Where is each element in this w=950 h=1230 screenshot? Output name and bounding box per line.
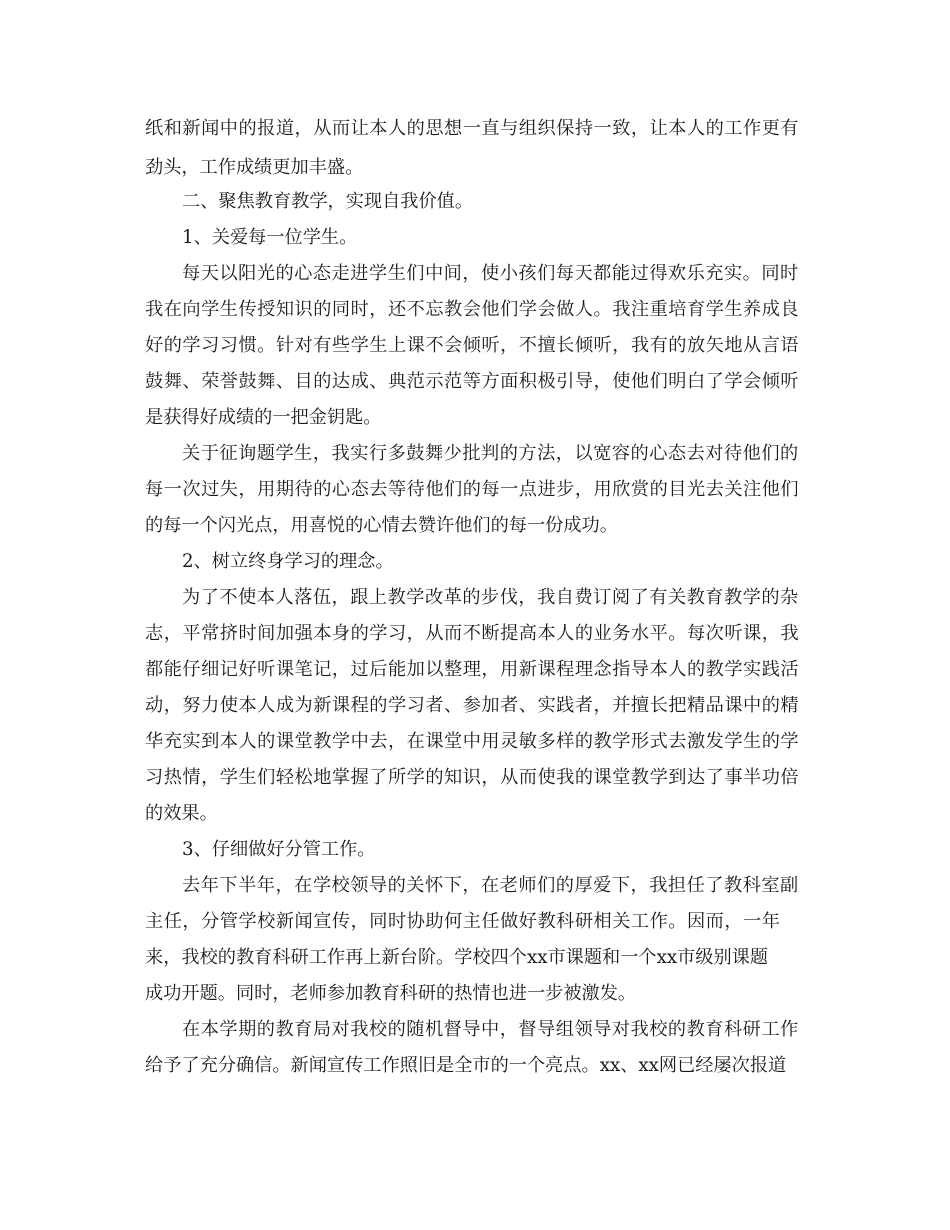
text-line: 来，我校的教育科研工作再上新台阶。学校四个xx市课题和一个xx市级别课题 — [145, 947, 769, 968]
text-line: 都能仔细记好听课笔记，过后能加以整理，用新课程理念指导本人的教学实践活 — [145, 659, 800, 680]
text-line: 主任，分管学校新闻宣传，同时协助何主任做好教科研相关工作。因而，一年 — [145, 911, 781, 932]
subsection-heading: 3、仔细做好分管工作。 — [182, 839, 376, 860]
text-line: 在本学期的教育局对我校的随机督导中，督导组领导对我校的教育科研工作 — [182, 1019, 799, 1040]
text-line: 华充实到本人的课堂教学中去，在课堂中用灵敏多样的教学形式去激发学生的学 — [145, 731, 800, 752]
text-line: 志，平常挤时间加强本身的学习，从而不断提高本人的业务水平。每次听课，我 — [145, 623, 800, 644]
text-line: 好的学习习惯。针对有些学生上课不会倾听，不擅长倾听，我有的放矢地从言语 — [145, 335, 800, 356]
text-line: 去年下半年，在学校领导的关怀下，在老师们的厚爱下，我担任了教科室副 — [182, 875, 799, 896]
text-line: 关于征询题学生，我实行多鼓舞少批判的方法，以宽容的心态去对待他们的 — [182, 443, 799, 464]
text-line: 每一次过失，用期待的心态去等待他们的每一点进步，用欣赏的目光去关注他们 — [145, 479, 800, 500]
text-line: 纸和新闻中的报道，从而让本人的思想一直与组织保持一致，让本人的工作更有 — [145, 118, 800, 139]
text-line: 动，努力使本人成为新课程的学习者、参加者、实践者，并擅长把精品课中的精 — [145, 695, 800, 716]
subsection-heading: 2、树立终身学习的理念。 — [182, 551, 394, 572]
text-line: 给予了充分确信。新闻宣传工作照旧是全市的一个亮点。xx、xx网已经屡次报道 — [145, 1055, 787, 1076]
text-line: 的每一个闪光点，用喜悦的心情去赞许他们的每一份成功。 — [145, 515, 618, 536]
text-line: 的效果。 — [145, 803, 218, 824]
section-heading: 二、聚焦教育教学，实现自我价值。 — [182, 191, 474, 212]
subsection-heading: 1、关爱每一位学生。 — [182, 227, 358, 248]
text-line: 为了不使本人落伍，跟上教学改革的步伐，我自费订阅了有关教育教学的杂 — [182, 587, 799, 608]
text-line: 习热情，学生们轻松地掌握了所学的知识，从而使我的课堂教学到达了事半功倍 — [145, 767, 800, 788]
text-line: 劲头，工作成绩更加丰盛。 — [145, 157, 364, 178]
text-line: 鼓舞、荣誉鼓舞、目的达成、典范示范等方面积极引导，使他们明白了学会倾听 — [145, 371, 800, 392]
text-line: 每天以阳光的心态走进学生们中间，使小孩们每天都能过得欢乐充实。同时 — [182, 263, 799, 284]
text-line: 我在向学生传授知识的同时，还不忘教会他们学会做人。我注重培育学生养成良 — [145, 299, 800, 320]
text-line: 是获得好成绩的一把金钥匙。 — [145, 407, 382, 428]
text-line: 成功开题。同时，老师参加教育科研的热情也进一步被激发。 — [145, 983, 637, 1004]
